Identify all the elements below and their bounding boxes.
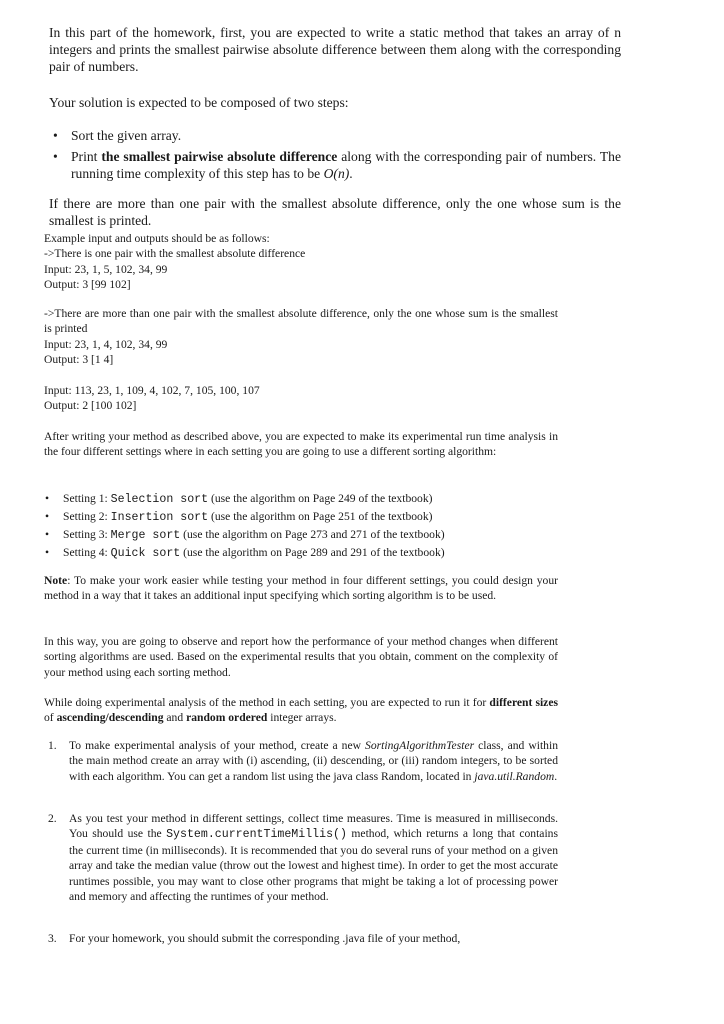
settings-list [44, 490, 558, 562]
observe-text: In this way, you are going to observe and report how the performance of your method changes when different sorting algorithms are used. Based on the experimental results that you obtain, comment on the complexity of your method using each sorting method. [44, 635, 558, 679]
step1-text-end: . [554, 769, 558, 783]
setting-label: Setting 1: [63, 492, 111, 505]
setting-note: (use the algorithm on Page 249 of the textbook) [208, 492, 433, 505]
numbered-step-3 [44, 931, 558, 946]
sizes-text-pre: While doing experimental analysis of the method in each setting, you are expected to run it for [44, 696, 490, 709]
example2-input: Input: 23, 1, 4, 102, 34, 99 [44, 337, 168, 351]
step-print-item [49, 148, 621, 182]
complexity-text: O(n) [323, 166, 350, 181]
sizes-text-mid1: of [44, 711, 57, 725]
sizes-bold-2: ascending/descending [56, 711, 164, 725]
setting-item [44, 526, 558, 544]
setting-algorithm: Selection sort [110, 493, 209, 506]
example1-output: Output: 3 [99 102] [44, 278, 131, 292]
intro-paragraph [49, 24, 621, 75]
class-name-text: SortingAlgorithmTester [365, 739, 475, 752]
bullet-icon: • [45, 492, 50, 505]
steps-intro [49, 94, 621, 111]
step-sort-text: Sort the given array. [71, 128, 182, 143]
step2-text-pre: As you test your method in different settings, collect time measures. Time is measured in milliseconds. You should use the [69, 812, 558, 841]
setting-algorithm: Insertion sort [110, 511, 209, 524]
numbered-step-2 [44, 811, 558, 904]
example3-input: Input: 113, 23, 1, 109, 4, 102, 7, 105, 100, 107 [44, 384, 260, 397]
bullet-icon: • [45, 510, 50, 523]
setting-item [44, 490, 558, 508]
note-label: Note [44, 574, 68, 587]
step-number: 3. [48, 932, 57, 945]
bullet-icon: • [53, 128, 58, 143]
step-sort-item [49, 127, 621, 144]
example3-block [44, 383, 558, 414]
analysis-paragraph [44, 429, 558, 460]
example1-input: Input: 23, 1, 5, 102, 34, 99 [44, 262, 168, 276]
example3-output: Output: 2 [100 102] [44, 399, 137, 413]
note-text: : To make your work easier while testing your method in four different settings, you could design your method in a way that it takes an additional input specifying which sorting algorithm is to be used. [44, 574, 558, 603]
setting-note: (use the algorithm on Page 251 of the textbook) [208, 510, 433, 523]
step-number: 1. [48, 739, 57, 752]
step3-text: For your homework, you should submit the corresponding .java file of your method, [69, 932, 461, 945]
steps-intro-text: Your solution is expected to be composed of two steps: [49, 95, 349, 110]
examples-block [44, 231, 558, 293]
numbered-step-1 [44, 738, 558, 784]
sizes-bold-1: different sizes [489, 696, 558, 709]
list-item [44, 931, 558, 946]
package-name-text: java.util.Random [474, 769, 555, 783]
step1-text-mid: class, and within the main method create an array with (i) ascending, (ii) descending, or (iii) random integers, to be sorted with each algorithm. You can get a random list using the java class Random, located in [69, 739, 558, 783]
setting-label: Setting 2: [63, 510, 111, 523]
observe-paragraph [44, 634, 558, 680]
example1-note: ->There is one pair with the smallest absolute difference [44, 247, 306, 261]
sizes-bold-3: random ordered [186, 711, 268, 725]
bullet-icon: • [45, 546, 50, 559]
sizes-paragraph [44, 695, 558, 726]
setting-label: Setting 3: [63, 528, 111, 541]
setting-label: Setting 4: [63, 546, 111, 559]
step2-text-post: method, which returns a long that contains the current time (in milliseconds). It is recommended that you do several runs of your method on a given array and take the median value (throw out the lowest and highest time). In order to get the most accurate runtimes possible, you may want to close other programs that might be taking a lot of processing power and memory and affecting the runtimes of your method. [69, 827, 558, 904]
setting-item [44, 508, 558, 526]
analysis-text: After writing your method as described above, you are expected to make its experimental run time analysis in the four different settings where in each setting you are going to use a different sorting algorithm: [44, 430, 558, 459]
step-print-end: . [349, 166, 353, 181]
example2-block [44, 306, 558, 368]
bullet-icon: • [53, 149, 58, 164]
example2-output: Output: 3 [1 4] [44, 353, 114, 367]
step-print-text-post: along with the corresponding pair of numbers. The running time complexity of this step has to be [71, 149, 621, 181]
step1-text-pre: To make experimental analysis of your method, create a new [69, 739, 366, 752]
setting-item [44, 544, 558, 562]
steps-list [49, 127, 621, 182]
setting-algorithm: Quick sort [110, 547, 181, 560]
step-print-text-pre: Print [71, 149, 102, 164]
sizes-text-mid2: and [163, 711, 187, 725]
setting-algorithm: Merge sort [110, 529, 181, 542]
code-snippet: System.currentTimeMillis() [166, 828, 347, 842]
examples-header: Example input and outputs should be as follows: [44, 232, 270, 245]
list-item [44, 811, 558, 904]
example2-note: ->There are more than one pair with the smallest absolute difference, only the one whose sum is the smallest is printed [44, 307, 558, 336]
step-number: 2. [48, 812, 57, 825]
step-print-bold: the smallest pairwise absolute difference [101, 149, 338, 164]
sizes-text-end: integer arrays. [267, 711, 337, 725]
setting-note: (use the algorithm on Page 289 and 291 of the textbook) [180, 546, 445, 559]
intro-text: In this part of the homework, first, you are expected to write a static method that takes an array of n integers and prints the smallest pairwise absolute difference between them along with the corresponding pair of numbers. [49, 25, 621, 74]
note-paragraph [44, 573, 558, 604]
list-item [44, 738, 558, 784]
tie-rule-text: If there are more than one pair with the smallest absolute difference, only the one whose sum is the smallest is printed. [49, 196, 621, 228]
setting-note: (use the algorithm on Page 273 and 271 of the textbook) [180, 528, 445, 541]
tie-rule-paragraph [49, 195, 621, 229]
bullet-icon: • [45, 528, 50, 541]
